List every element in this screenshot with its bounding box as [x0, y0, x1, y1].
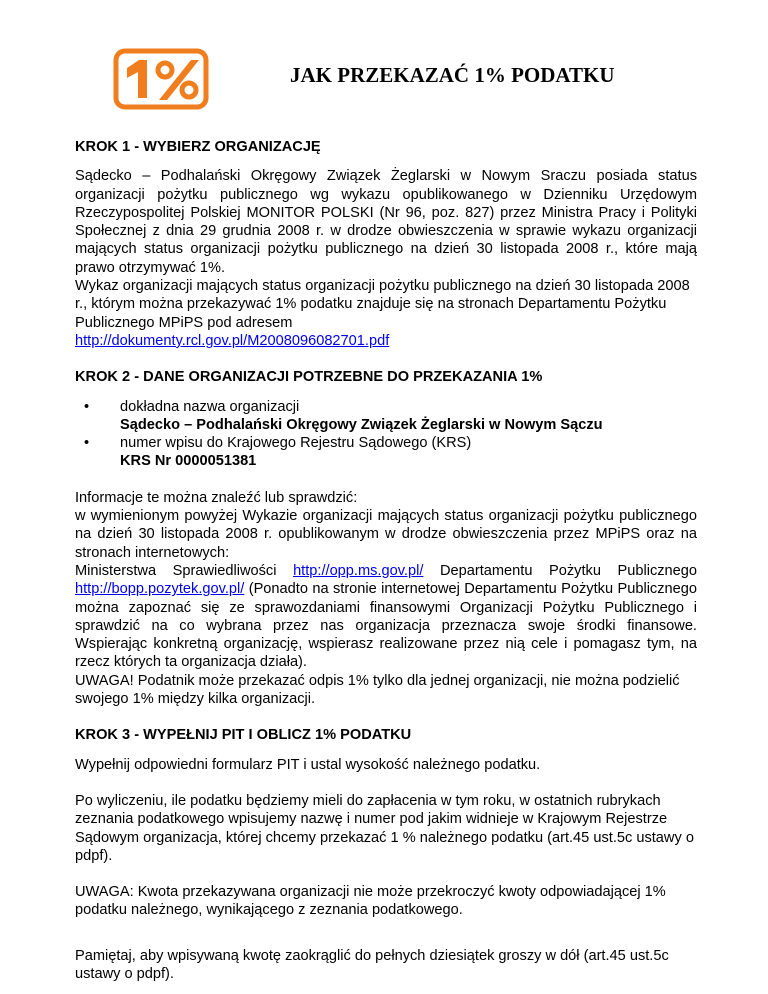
list-item [84, 398, 697, 435]
one-percent-logo [113, 48, 209, 110]
org-name-value: Sądecko – Podhalański Okręgowy Związek Żeglarski w Nowym Sączu [120, 416, 603, 433]
bullet-icon: • [84, 398, 90, 415]
document-body [75, 138, 697, 983]
info-intro: Informacje te można znaleźć lub sprawdzić: [75, 489, 358, 506]
step1-heading: KROK 1 - WYBIERZ ORGANIZACJĘ [75, 139, 321, 155]
step3-paragraph2: Po wyliczeniu, ile podatku będziemy mieli do zapłacenia w tym roku, w ostatnich rubrykach zeznania podatkowego wpisujemy nazwę i numer pod jakim widnieje w Krajowym Rejestrze Sądowym organizacja, której chcemy przekazać 1 % należnego podatku (art.45 ust.5c ustawy o pdpf). [75, 792, 694, 864]
step1-paragraph1: Sądecko – Podhalański Okręgowy Związek Żeglarski w Nowym Sraczu posiada status organizacji pożytku publicznego wg wykazu opublikowanego w Dzienniku Urzędowym Rzeczypospolitej Polskiej MONITOR POLSKI (Nr 96, poz. 827) przez Ministra Pracy i Polityki Społecznej z dnia 29 grudnia 2008 r. w drodze obwieszczenia w sprawie wykazu organizacji mających status organizacji pożytku publicznego na dzień 30 listopada 2008 r., które mają prawo otrzymywać 1%. [75, 168, 697, 276]
step3-heading: KROK 3 - WYPEŁNIJ PIT I OBLICZ 1% PODATKU [75, 727, 412, 744]
ms-link[interactable]: http://opp.ms.gov.pl/ [293, 562, 424, 579]
step3-paragraph3: UWAGA: Kwota przekazywana organizacji nie może przekroczyć kwoty odpowiadającej 1% podatku należnego, wynikającego z zeznania podatkowego. [75, 884, 666, 919]
pozytek-label: Departamentu Pożytku Publicznego [439, 562, 698, 579]
krs-value: KRS Nr 0000051381 [120, 453, 257, 470]
pozytek-description: (Ponadto na stronie internetowej Departamentu Pożytku Publicznego można zapoznać się ze sprawozdaniami finansowymi Organizacji Pożytku Publicznego i sprawdzić na co wybrana przez nas organizacja przeznacza swoje środki finansowe. Wspierając konkretną organizację, wspierasz realizowane przez nią cele i pomagasz tym, na rzecz których ta organizacja działa). [75, 581, 697, 671]
list-item [84, 434, 697, 471]
rcl-pdf-link[interactable]: http://dokumenty.rcl.gov.pl/M2008096082701.pdf [75, 332, 390, 349]
page-title: JAK PRZEKAZAĆ 1% PODATKU [290, 63, 615, 87]
org-data-list [75, 398, 697, 471]
step2-heading: KROK 2 - DANE ORGANIZACJI POTRZEBNE DO PRZEKAZANIA 1% [75, 369, 543, 386]
bullet-icon: • [84, 435, 90, 452]
info-paragraph2 [75, 562, 697, 672]
info-paragraph1: w wymienionym powyżej Wykazie organizacji mających status organizacji pożytku publicznego na dzień 30 listopada 2008 r. opublikowanym w drodze obwieszczenia przez MPiPS oraz na stronach internetowych: [75, 508, 697, 561]
warning-text: UWAGA! Podatnik może przekazać odpis 1% tylko dla jednej organizacji, nie można podzielić swojego 1% między kilka organizacji. [75, 672, 680, 708]
org-name-label: dokładna nazwa organizacji [120, 398, 300, 415]
step1-paragraph2: Wykaz organizacji mających status organizacji pożytku publicznego na dzień 30 listopada 2008 r., którym można przekazywać 1% podatku znajduje się na stronach Departamentu Pożytku Publicznego MPiPS pod adresem [75, 278, 690, 331]
pozytek-link[interactable]: http://bopp.pozytek.gov.pl/ [75, 581, 245, 598]
krs-label: numer wpisu do Krajowego Rejestru Sądowego (KRS) [120, 435, 472, 452]
step3-paragraph4: Pamiętaj, aby wpisywaną kwotę zaokrąglić do pełnych dziesiątek groszy w dół (art.45 ust.5c ustawy o pdpf). [75, 947, 669, 982]
step3-paragraph1: Wypełnij odpowiedni formularz PIT i ustal wysokość należnego podatku. [75, 756, 541, 773]
ms-label: Ministerstwa Sprawiedliwości [75, 562, 277, 579]
